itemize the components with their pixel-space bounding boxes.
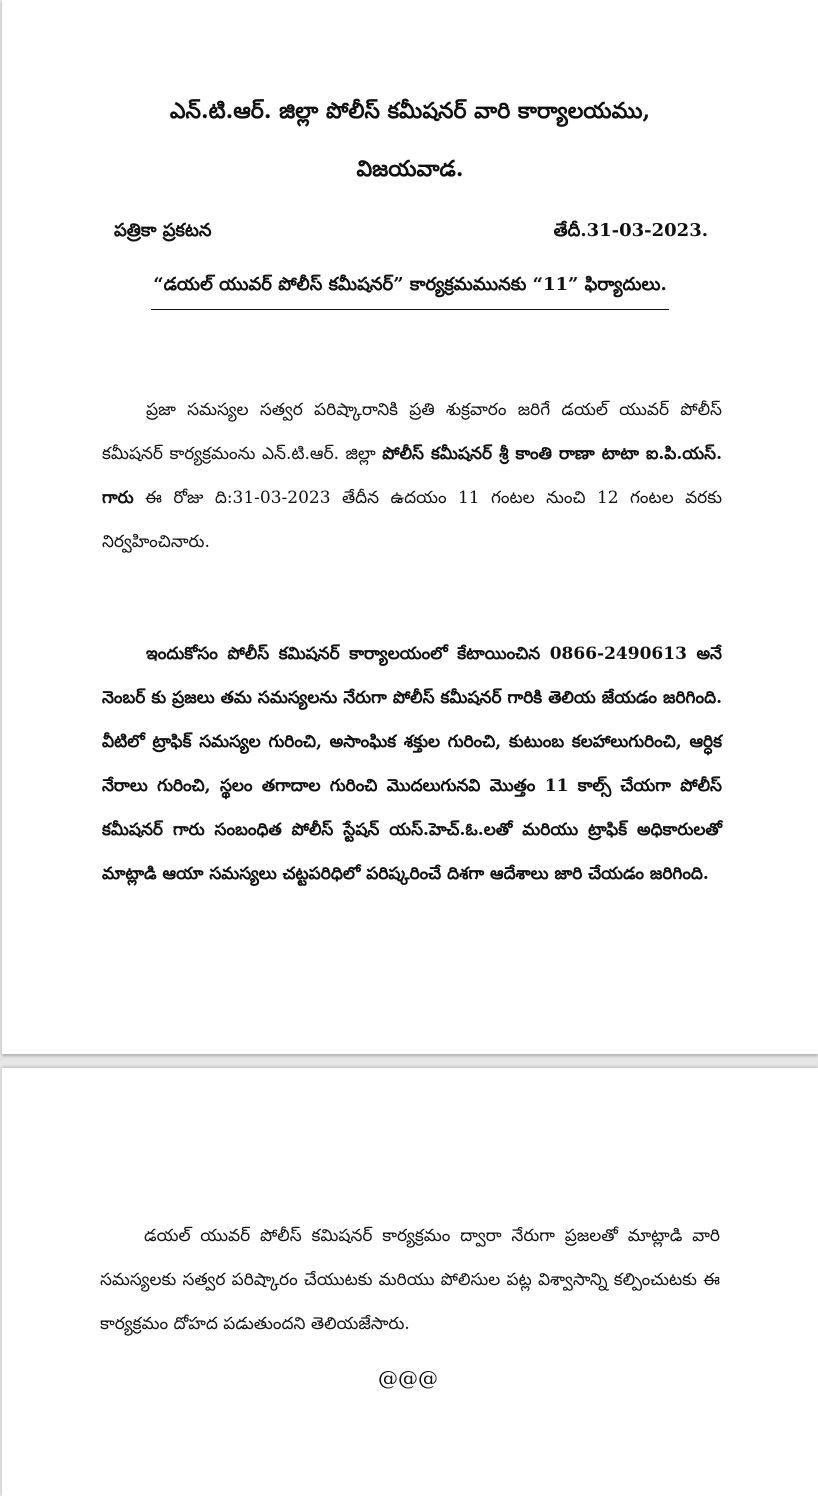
subject-text: “డయల్ యువర్ పోలీస్ కమీషనర్” కార్యక్రమమునకు “11” ఫిర్యాదులు. [151,274,668,310]
paragraph-3-text: డయల్ యువర్ పోలీస్ కమిషనర్ కార్యక్రమం ద్వారా నేరుగా ప్రజలతో మాట్లాడి వారి సమస్యలకు సత్వర పరిష్కారం చేయుటకు మరియు పోలిసుల పట్ల విశ్వాసాన్ని కల్పించుటకు ఈ కార్యక్రమం దోహద పడుతుందని తెలియజేసారు. [100,1226,720,1334]
end-mark: @@@ [378,1366,438,1390]
office-title: ఎన్.టి.ఆర్. జిల్లా పోలీస్ కమీషనర్ వారి కార్యాలయము, [169,98,651,124]
paragraph-1-text-a: ప్రజా సమస్యల సత్వర పరిష్కారానికి ప్రతి శుక్రవారం జరిగే డయల్ యువర్ పోలీస్ కమీషనర్ కార్యక్రమంను ఎన్.టి.ఆర్. జిల్లా [102,400,722,464]
release-date: తేదీ.31-03-2023. [553,220,708,241]
paragraph-3 [100,1214,720,1346]
city-title: విజయవాడ. [356,156,464,182]
paragraph-1 [102,388,722,564]
document-page-1 [2,0,818,1054]
subject-line [2,274,818,310]
paragraph-1-text-b: ఈ రోజు ది:31-03-2023 తేదీన ఉదయం 11 గంటల నుంచి 12 గంటల వరకు నిర్వహించినారు. [102,488,722,552]
paragraph-2-text: ఇందుకోసం పోలీస్ కమిషనర్ కార్యాలయంలో కేటాయించిన 0866-2490613 అనే నెంబర్ కు ప్రజలు తమ సమస్యలను నేరుగా పోలీస్ కమీషనర్ గారికి తెలియ జేయడం జరిగింది. వీటిలో ట్రాఫిక్ సమస్యల గురించి, అసాంఘిక శక్తుల గురించి, కుటుంబ కలహాలుగురించి, ఆర్ధిక నేరాలు గురించి, స్థలం తగాదాల గురించి మొదలుగునవి మొత్తం 11 కాల్స్ చేయగా పోలీస్ కమీషనర్ గారు సంబంధిత పోలీస్ స్టేషన్ యస్.హెచ్.ఓ.లతో మరియు ట్రాఫిక్ అధికారులతో మాట్లాడి ఆయా సమస్యలు చట్టపరిధిలో పరిష్కరించే దిశగా ఆదేశాలు జారి చేయడం జరిగింది. [102,644,722,884]
press-release-label: పత్రికా ప్రకటన [114,220,212,241]
commissioner-name: పోలీస్ కమీషనర్ శ్రీ కాంతి రాణా టాటా ఐ.పి.యస్. గారు [102,444,722,508]
paragraph-2 [102,632,722,896]
